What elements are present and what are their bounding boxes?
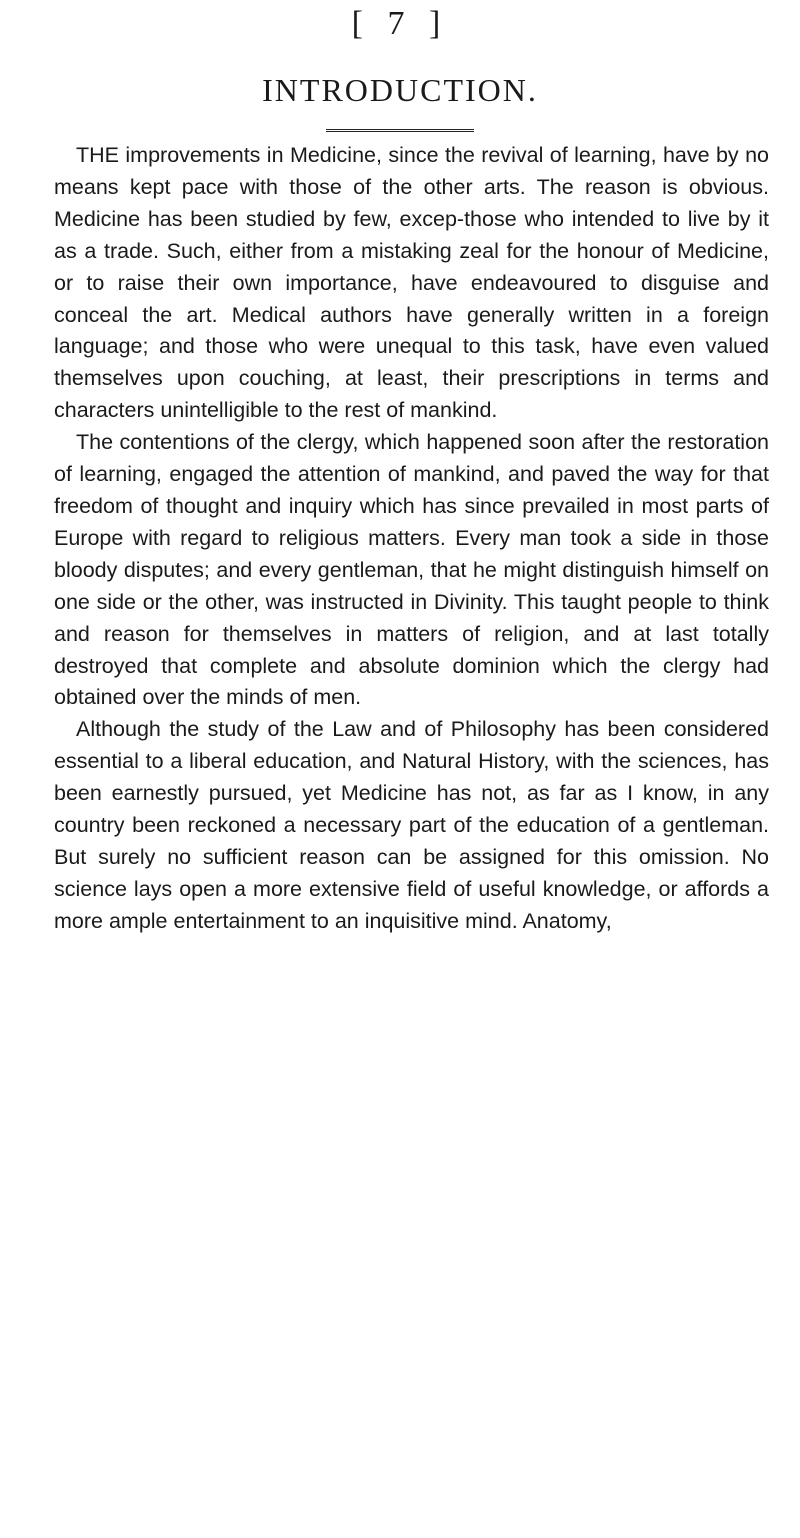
- paragraph-1: THE improvements in Medicine, since the revival of learning, have by no means kept pace with those of the other arts. The reason is obvious. Medicine has been studied by few, excep-those who intended to live by it as a trade. Such, either from a mistaking zeal for the honour of Medicine, or to raise their own importance, have endeavoured to disguise and conceal the art. Medical authors have generally written in a foreign language; and those who were unequal to this task, have even valued themselves upon couching, at least, their prescriptions in terms and characters unintelligible to the rest of mankind.: [54, 143, 769, 423]
- chapter-heading: INTRODUCTION.: [262, 72, 538, 108]
- paragraph-3: Although the study of the Law and of Philosophy has been considered essential to a liberal education, and Natural History, with the sciences, has been earnestly pursued, yet Medicine has not, as far as I know, in any country been reckoned a necessary part of the education of a gentleman. But surely no sufficient reason can be assigned for this omission. No science lays open a more extensive field of useful knowledge, or affords a more ample entertainment to an inquisitive mind. Anatomy,: [54, 717, 769, 933]
- body-text: [54, 140, 769, 938]
- page-number: [ 7 ]: [351, 5, 449, 42]
- paragraph-2: The contentions of the clergy, which happened soon after the restoration of learning, engaged the attention of mankind, and paved the way for that freedom of thought and inquiry which has since prevailed in most parts of Europe with regard to religious matters. Every man took a side in those bloody disputes; and every gentleman, that he might distinguish himself on one side or the other, was instructed in Divinity. This taught people to think and reason for themselves in matters of religion, and at last totally destroyed that complete and absolute dominion which the clergy had obtained over the minds of men.: [54, 430, 769, 710]
- heading-rule: [326, 129, 474, 132]
